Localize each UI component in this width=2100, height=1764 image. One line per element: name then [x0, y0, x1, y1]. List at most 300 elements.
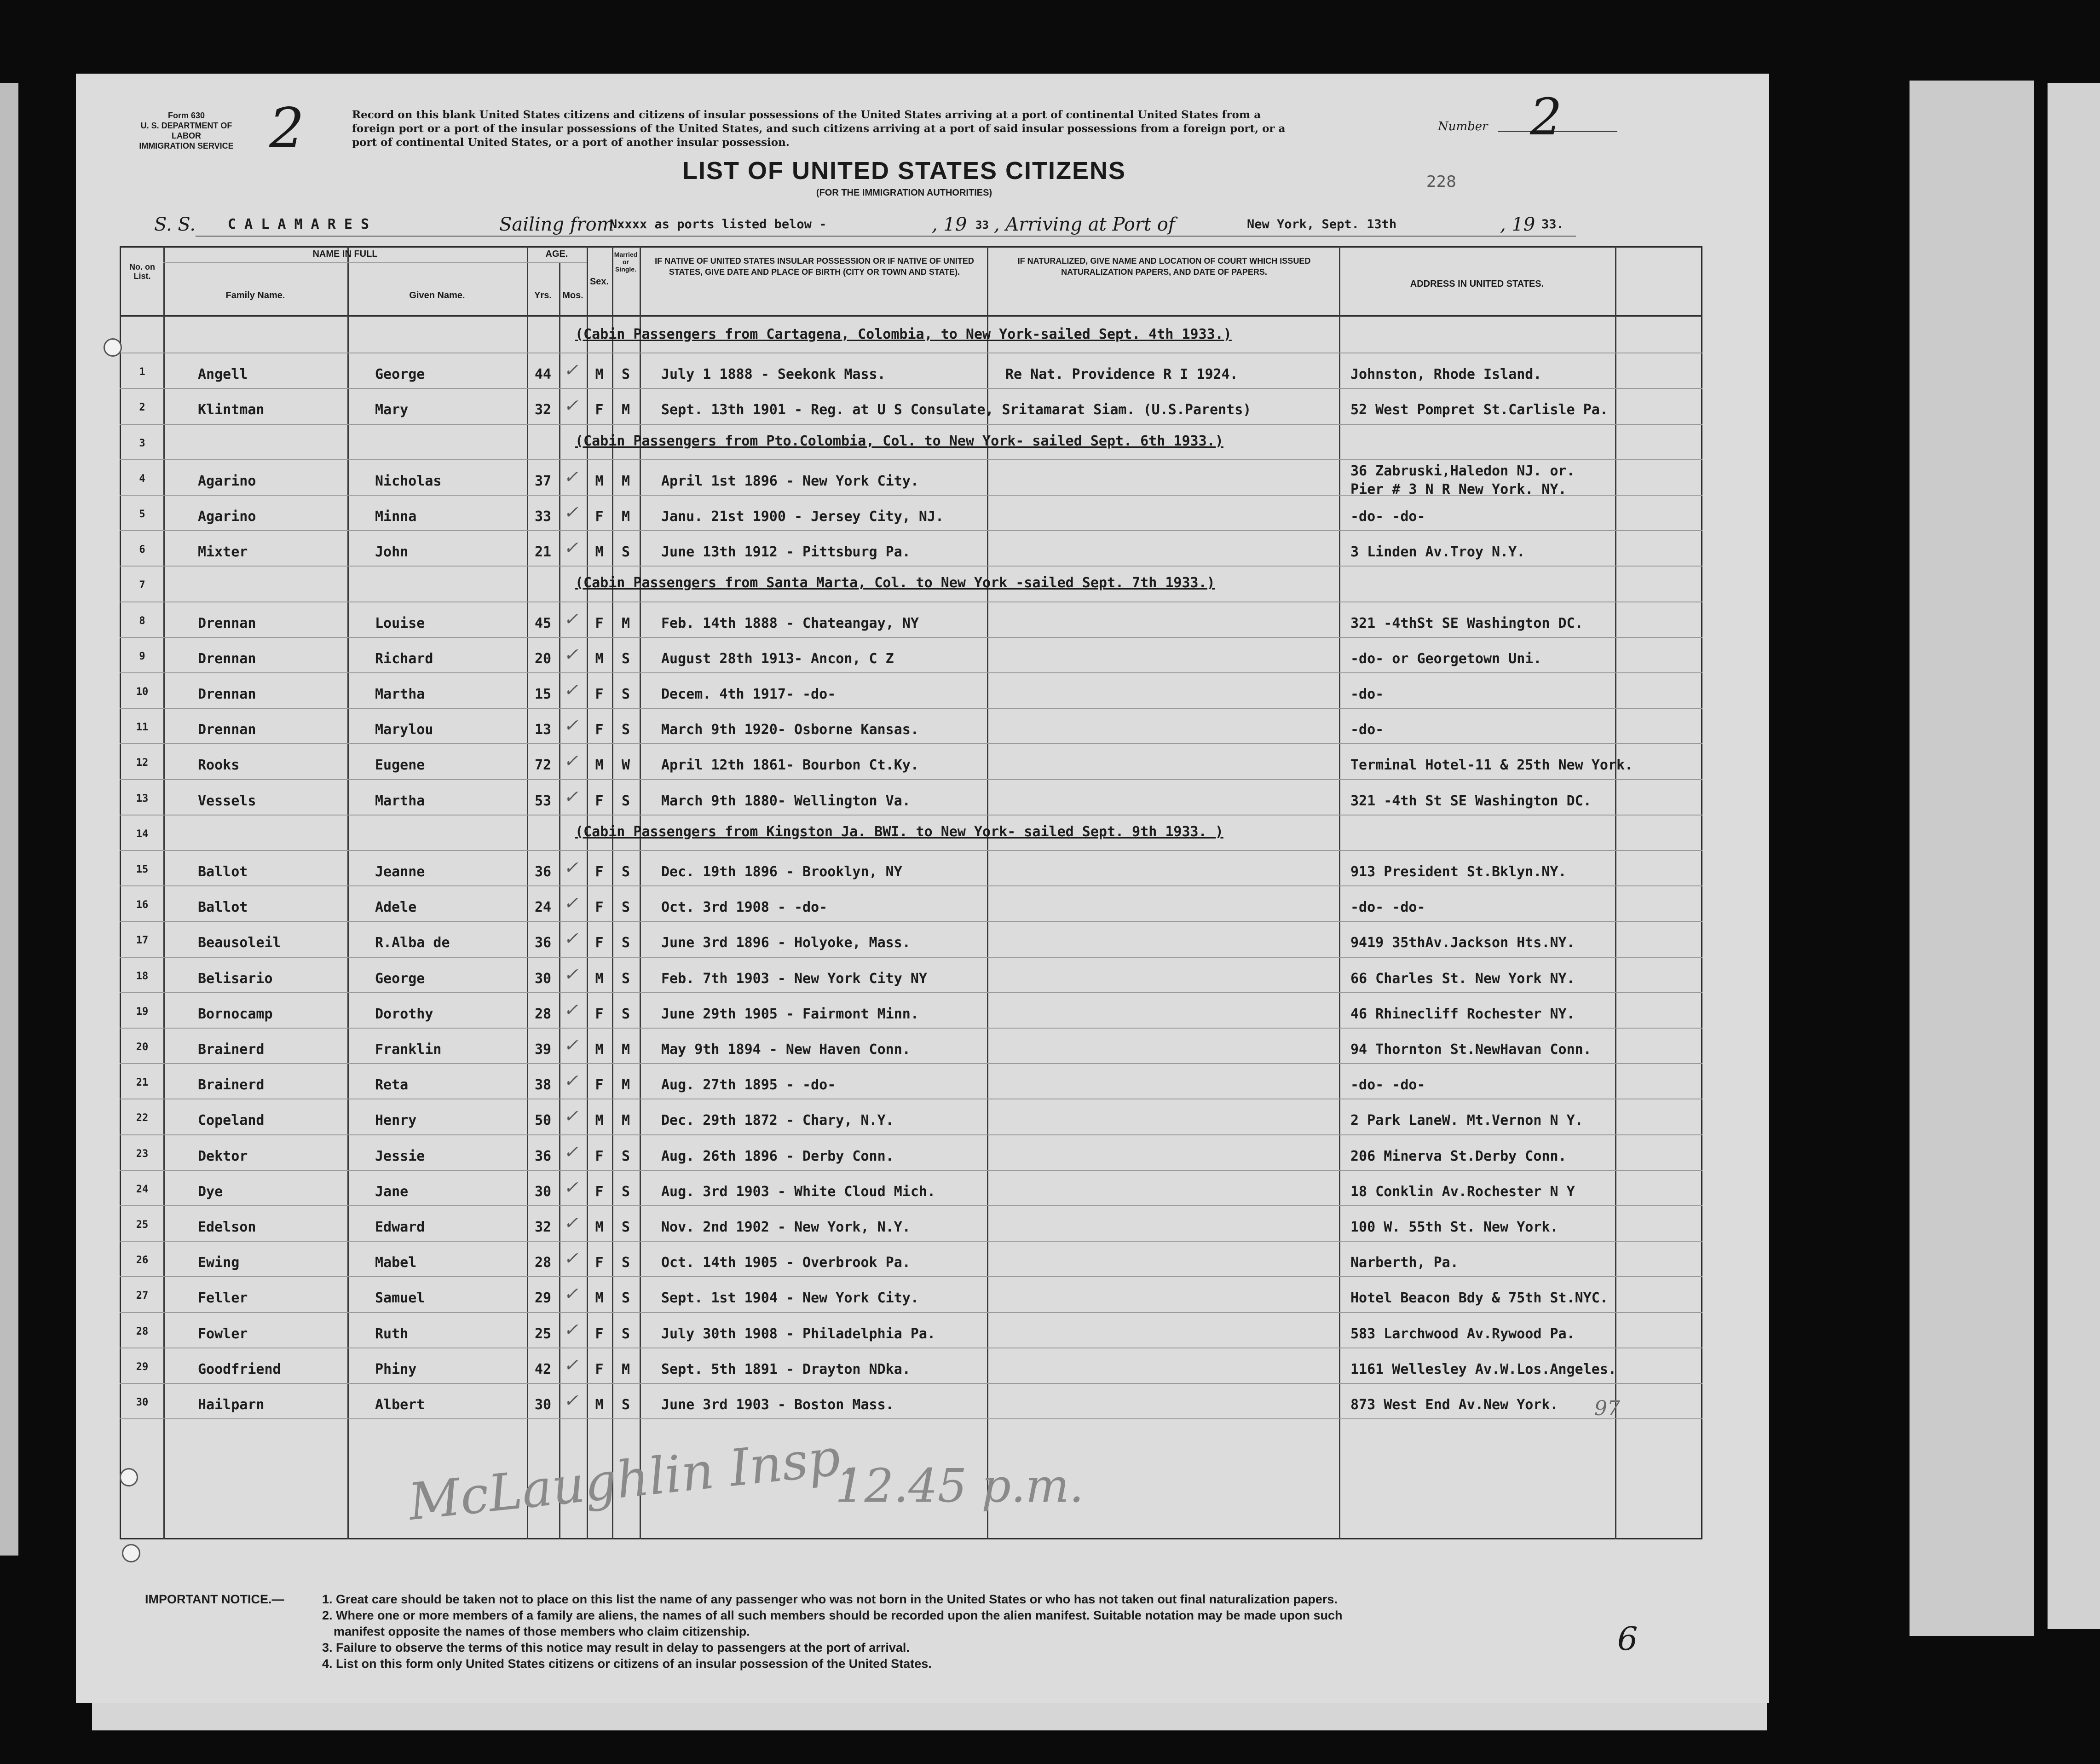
- cell-no: 20: [136, 1041, 149, 1053]
- cell-age: 20: [534, 650, 552, 667]
- cell-family: Bornocamp: [198, 1006, 273, 1022]
- cell-birth: June 3rd 1903 - Boston Mass.: [661, 1397, 894, 1413]
- col-header-no: No. on List.: [129, 262, 155, 281]
- cell-ms: S: [621, 686, 630, 702]
- notice-item-2: 2. Where one or more members of a family are aliens, the names of all such members should be recorded upon the alien manifest. Suitable notation may be made upon such: [322, 1608, 1343, 1622]
- cell-birth: Feb. 14th 1888 - Chateangay, NY: [661, 615, 919, 631]
- cell-age: 72: [534, 757, 552, 774]
- cell-birth: Feb. 7th 1903 - New York City NY: [661, 970, 927, 987]
- cell-ms: S: [621, 722, 630, 738]
- cell-age: 28: [534, 1006, 552, 1022]
- sailing-value: Nxxxx as ports listed below -: [610, 217, 827, 231]
- cell-ms: S: [621, 864, 630, 880]
- row-rule: [120, 566, 1702, 567]
- cell-family: Brainerd: [198, 1041, 265, 1058]
- cell-no: 5: [139, 509, 145, 520]
- check-mark: ✓: [564, 608, 578, 629]
- cell-given: Albert: [375, 1397, 425, 1413]
- punch-hole: [122, 1544, 140, 1562]
- cell-age: 53: [534, 792, 552, 809]
- row-rule: [120, 1276, 1702, 1277]
- row-rule: [120, 1241, 1702, 1242]
- cell-sex: F: [595, 722, 604, 738]
- cell-no: 1: [139, 366, 145, 378]
- cell-address: 321 -4th St SE Washington DC.: [1350, 792, 1592, 809]
- cell-given: Louise: [375, 615, 425, 631]
- check-mark: ✓: [564, 715, 578, 736]
- cell-birth: Aug. 27th 1895 - -do-: [661, 1077, 836, 1093]
- cell-given: Jessie: [375, 1148, 425, 1164]
- margin-number: 6: [1617, 1620, 1638, 1658]
- punch-hole: [120, 1468, 138, 1486]
- cell-ms: M: [621, 473, 630, 489]
- cell-given: Richard: [375, 650, 433, 667]
- cell-family: Dektor: [198, 1148, 248, 1164]
- cell-family: Hailparn: [198, 1397, 265, 1413]
- cell-family: Agarino: [198, 509, 256, 525]
- col-header-given-name: Given Name.: [409, 290, 465, 301]
- check-mark: ✓: [564, 999, 578, 1020]
- cell-given: Jane: [375, 1183, 409, 1200]
- check-mark: ✓: [564, 857, 578, 878]
- cell-ms: S: [621, 1397, 630, 1413]
- cell-no: 2: [139, 402, 145, 414]
- cell-ms: M: [621, 1112, 630, 1129]
- cell-address: Hotel Beacon Bdy & 75th St.NYC.: [1350, 1290, 1608, 1307]
- cell-age: 32: [534, 402, 552, 418]
- check-mark: ✓: [564, 395, 578, 416]
- cell-given: Jeanne: [375, 864, 425, 880]
- check-mark: ✓: [564, 1035, 578, 1055]
- cell-ms: S: [621, 1255, 630, 1271]
- cell-no: 10: [136, 686, 149, 698]
- cell-no: 25: [136, 1219, 149, 1231]
- cell-sex: M: [595, 1219, 604, 1235]
- row-rule: [120, 459, 1702, 460]
- cell-age: 38: [534, 1077, 552, 1093]
- cell-sex: M: [595, 1112, 604, 1129]
- cell-address: 52 West Pompret St.Carlisle Pa.: [1350, 402, 1608, 418]
- row-rule: [120, 992, 1702, 993]
- cell-given: Nicholas: [375, 473, 442, 489]
- row-rule: [120, 1205, 1702, 1206]
- cell-address: 100 W. 55th St. New York.: [1350, 1219, 1558, 1235]
- year2-label: , 19: [1500, 214, 1535, 235]
- col-header-address: ADDRESS IN UNITED STATES.: [1410, 279, 1544, 289]
- cell-sex: M: [595, 544, 604, 561]
- arriving-value: New York, Sept. 13th: [1247, 217, 1397, 231]
- cell-given: George: [375, 970, 425, 987]
- cell-birth: April 1st 1896 - New York City.: [661, 473, 919, 489]
- cell-birth: Oct. 3rd 1908 - -do-: [661, 899, 828, 916]
- cell-address: 46 Rhinecliff Rochester NY.: [1350, 1006, 1575, 1022]
- cell-address: 1161 Wellesley Av.W.Los.Angeles.: [1350, 1361, 1616, 1377]
- cell-sex: F: [595, 1077, 604, 1093]
- cell-sex: F: [595, 899, 604, 916]
- cell-no: 12: [136, 757, 149, 769]
- cell-age: 13: [534, 722, 552, 738]
- cell-address: 321 -4thSt SE Washington DC.: [1350, 615, 1583, 631]
- cell-ms: S: [621, 366, 630, 383]
- cell-no: 11: [136, 722, 149, 734]
- cell-ms: S: [621, 650, 630, 667]
- cell-no: 9: [139, 650, 145, 662]
- cell-sex: F: [595, 1361, 604, 1377]
- check-mark: ✓: [564, 1248, 578, 1269]
- check-mark: ✓: [564, 893, 578, 914]
- cell-ms: S: [621, 544, 630, 561]
- cell-age: 36: [534, 935, 552, 951]
- signature-time: 12.45 p.m.: [835, 1459, 1084, 1513]
- cell-age: 33: [534, 509, 552, 525]
- cell-address: Pier # 3 N R New York. NY.: [1350, 481, 1567, 497]
- cell-address: -do-: [1350, 722, 1384, 738]
- row-rule: [120, 743, 1702, 744]
- col-header-sex: Sex.: [589, 277, 609, 287]
- cell-ms: S: [621, 1183, 630, 1200]
- cell-birth: Dec. 29th 1872 - Chary, N.Y.: [661, 1112, 894, 1129]
- cell-ms: S: [621, 1325, 630, 1342]
- cell-ms: S: [621, 1006, 630, 1022]
- cell-family: Mixter: [198, 544, 248, 561]
- cell-address: 583 Larchwood Av.Rywood Pa.: [1350, 1325, 1575, 1342]
- cell-birth: Nov. 2nd 1902 - New York, N.Y.: [661, 1219, 911, 1235]
- row-rule: [120, 1063, 1702, 1064]
- check-mark: ✓: [564, 466, 578, 487]
- cell-family: Brainerd: [198, 1077, 265, 1093]
- cell-no: 30: [136, 1397, 149, 1408]
- year1-label: , 19: [932, 214, 967, 235]
- cell-sex: M: [595, 1041, 604, 1058]
- cell-no: 7: [139, 579, 145, 591]
- cell-no: 21: [136, 1077, 149, 1089]
- cell-given: Eugene: [375, 757, 425, 774]
- inspector-signature: McLaughlin Insp.: [405, 1426, 859, 1532]
- row-rule: [120, 601, 1702, 602]
- cell-address: 94 Thornton St.NewHavan Conn.: [1350, 1041, 1592, 1058]
- cell-no: 6: [139, 544, 145, 556]
- cell-birth: June 13th 1912 - Pittsburg Pa.: [661, 544, 911, 561]
- cell-no: 14: [136, 828, 149, 840]
- col-header-name-in-full: NAME IN FULL: [312, 249, 378, 259]
- cell-sex: F: [595, 1325, 604, 1342]
- cell-ms: M: [621, 1077, 630, 1093]
- cell-age: 36: [534, 864, 552, 880]
- cell-family: Drennan: [198, 722, 256, 738]
- cell-family: Klintman: [198, 402, 265, 418]
- cell-sex: M: [595, 473, 604, 489]
- cell-given: George: [375, 366, 425, 383]
- check-mark: ✓: [564, 1070, 578, 1091]
- department-label: U. S. DEPARTMENT OF LABOR: [140, 121, 232, 140]
- cell-sex: F: [595, 1183, 604, 1200]
- row-rule: [120, 708, 1702, 709]
- cell-address: 36 Zabruski,Haledon NJ. or.: [1350, 463, 1575, 479]
- cell-sex: M: [595, 970, 604, 987]
- notice-item-2-cont: manifest opposite the names of those members who claim citizenship.: [334, 1625, 750, 1638]
- cell-sex: F: [595, 1255, 604, 1271]
- section-heading: (Cabin Passengers from Santa Marta, Col. to New York -sailed Sept. 7th 1933.): [575, 575, 1215, 591]
- notice-item-1: 1. Great care should be taken not to place on this list the name of any passenger who was not born in the United States or who has not taken out final naturalization papers.: [322, 1592, 1338, 1606]
- check-mark: ✓: [564, 1213, 578, 1233]
- row-rule: [120, 850, 1702, 851]
- check-mark: ✓: [564, 680, 578, 700]
- notice-item-3: 3. Failure to observe the terms of this notice may result in delay to passengers at the port of arrival.: [322, 1641, 910, 1654]
- cell-ms: M: [621, 402, 630, 418]
- cell-sex: M: [595, 757, 604, 774]
- cell-family: Ballot: [198, 899, 248, 916]
- cell-family: Drennan: [198, 615, 256, 631]
- cell-age: 24: [534, 899, 552, 916]
- cell-sex: M: [595, 650, 604, 667]
- cell-ms: M: [621, 509, 630, 525]
- page-number: 228: [1426, 173, 1456, 191]
- cell-family: Dye: [198, 1183, 223, 1200]
- check-mark: ✓: [564, 644, 578, 665]
- row-rule: [120, 672, 1702, 673]
- cell-birth: Aug. 3rd 1903 - White Cloud Mich.: [661, 1183, 936, 1200]
- cell-sex: F: [595, 509, 604, 525]
- cell-sex: F: [595, 1148, 604, 1164]
- cell-no: 16: [136, 899, 149, 911]
- cell-family: Goodfriend: [198, 1361, 281, 1377]
- manifest-page: [76, 74, 1769, 1703]
- manifest-rows: [76, 74, 1769, 1546]
- cell-address: Narberth, Pa.: [1350, 1255, 1459, 1271]
- cell-age: 15: [534, 686, 552, 702]
- year1-value: 33: [975, 219, 989, 231]
- col-header-married: Married or Single.: [614, 251, 638, 273]
- cell-address: 873 West End Av.New York.: [1350, 1397, 1558, 1413]
- cell-family: Angell: [198, 366, 248, 383]
- col-header-mos: Mos.: [562, 290, 583, 301]
- cell-age: 39: [534, 1041, 552, 1058]
- cell-no: 27: [136, 1290, 149, 1302]
- ss-label: S. S.: [154, 214, 196, 235]
- cell-birth: Aug. 26th 1896 - Derby Conn.: [661, 1148, 894, 1164]
- col-header-age: AGE.: [545, 249, 568, 259]
- sailing-label: Sailing from: [499, 214, 614, 235]
- cell-sex: M: [595, 366, 604, 383]
- cell-address: 3 Linden Av.Troy N.Y.: [1350, 544, 1525, 561]
- cell-birth: Decem. 4th 1917- -do-: [661, 686, 836, 702]
- row-rule: [120, 779, 1702, 780]
- cell-given: Edward: [375, 1219, 425, 1235]
- cell-no: 3: [139, 437, 145, 449]
- cell-age: 30: [534, 970, 552, 987]
- cell-sex: M: [595, 1397, 604, 1413]
- cell-address: 206 Minerva St.Derby Conn.: [1350, 1148, 1567, 1164]
- cell-birth: Sept. 5th 1891 - Drayton NDka.: [661, 1361, 911, 1377]
- notice-heading: IMPORTANT NOTICE.—: [145, 1592, 284, 1606]
- handwritten-list-number: 2: [269, 97, 305, 161]
- cell-ms: S: [621, 1219, 630, 1235]
- cell-age: 36: [534, 1148, 552, 1164]
- section-heading: (Cabin Passengers from Kingston Ja. BWI. to New York- sailed Sept. 9th 1933. ): [575, 823, 1223, 840]
- cell-family: Ewing: [198, 1255, 240, 1271]
- cell-no: 26: [136, 1255, 149, 1267]
- row-rule: [120, 885, 1702, 886]
- cell-given: Marylou: [375, 722, 433, 738]
- cell-family: Vessels: [198, 792, 256, 809]
- cell-given: Adele: [375, 899, 417, 916]
- row-rule: [120, 1383, 1702, 1384]
- check-mark: ✓: [564, 964, 578, 984]
- cell-birth: July 30th 1908 - Philadelphia Pa.: [661, 1325, 936, 1342]
- row-rule: [120, 1134, 1702, 1135]
- cell-ms: M: [621, 615, 630, 631]
- check-mark: ✓: [564, 1319, 578, 1340]
- cell-given: Franklin: [375, 1041, 442, 1058]
- col-header-yrs: Yrs.: [534, 290, 552, 301]
- cell-no: 15: [136, 864, 149, 875]
- service-label: IMMIGRATION SERVICE: [139, 141, 234, 150]
- cell-family: Belisario: [198, 970, 273, 987]
- check-mark: ✓: [564, 360, 578, 381]
- cell-no: 18: [136, 970, 149, 982]
- col-header-family-name: Family Name.: [225, 290, 285, 301]
- cell-age: 50: [534, 1112, 552, 1129]
- cell-birth: June 29th 1905 - Fairmont Minn.: [661, 1006, 919, 1022]
- form-number: Form 630: [167, 111, 205, 120]
- col-header-naturalized: IF NATURALIZED, GIVE NAME AND LOCATION OF COURT WHICH ISSUED NATURALIZATION PAPERS, AND DATE OF PAPERS.: [1017, 256, 1311, 277]
- cell-family: Feller: [198, 1290, 248, 1307]
- page-subtitle: (FOR THE IMMIGRATION AUTHORITIES): [816, 188, 992, 198]
- cell-sex: F: [595, 402, 604, 418]
- number-value: 2: [1530, 87, 1562, 146]
- cell-given: Mary: [375, 402, 409, 418]
- cell-no: 13: [136, 792, 149, 804]
- cell-family: Agarino: [198, 473, 256, 489]
- cell-address: Johnston, Rhode Island.: [1350, 366, 1542, 383]
- cell-age: 44: [534, 366, 552, 383]
- cell-sex: F: [595, 686, 604, 702]
- cell-age: 30: [534, 1183, 552, 1200]
- row-rule: [120, 921, 1702, 922]
- check-mark: ✓: [564, 1390, 578, 1411]
- cell-family: Ballot: [198, 864, 248, 880]
- page-title: LIST OF UNITED STATES CITIZENS: [682, 157, 1126, 185]
- cell-given: R.Alba de: [375, 935, 450, 951]
- cell-age: 45: [534, 615, 552, 631]
- year2-value: 33.: [1541, 217, 1564, 231]
- cell-no: 29: [136, 1361, 149, 1373]
- cell-family: Copeland: [198, 1112, 265, 1129]
- check-mark: ✓: [564, 1177, 578, 1197]
- cell-sex: F: [595, 935, 604, 951]
- ship-name: C A L A M A R E S: [228, 216, 369, 232]
- cell-age: 37: [534, 473, 552, 489]
- cell-no: 23: [136, 1148, 149, 1160]
- cell-sex: M: [595, 1290, 604, 1307]
- cell-address: 9419 35thAv.Jackson Hts.NY.: [1350, 935, 1575, 951]
- adjacent-sheet: [1910, 81, 2034, 1636]
- cell-address: -do- or Georgetown Uni.: [1350, 650, 1542, 667]
- cell-address: 2 Park LaneW. Mt.Vernon N Y.: [1350, 1112, 1583, 1129]
- cell-family: Drennan: [198, 686, 256, 702]
- left-page-edge: [0, 83, 18, 1556]
- cell-given: Reta: [375, 1077, 409, 1093]
- cell-age: 30: [534, 1397, 552, 1413]
- check-mark: ✓: [564, 1141, 578, 1162]
- cell-given: Henry: [375, 1112, 417, 1129]
- cell-ms: S: [621, 1290, 630, 1307]
- cell-address: -do- -do-: [1350, 509, 1425, 525]
- cell-given: Dorothy: [375, 1006, 433, 1022]
- cell-ms: S: [621, 792, 630, 809]
- cell-birth: July 1 1888 - Seekonk Mass.: [661, 366, 886, 383]
- cell-nat: Re Nat. Providence R I 1924.: [1005, 366, 1238, 383]
- cell-family: Fowler: [198, 1325, 248, 1342]
- cell-family: Drennan: [198, 650, 256, 667]
- notice-item-4: 4. List on this form only United States citizens or citizens of an insular possession of the United States.: [322, 1657, 932, 1671]
- cell-age: 42: [534, 1361, 552, 1377]
- cell-birth: Sept. 13th 1901 - Reg. at U S Consulate, Sritamarat Siam. (U.S.Parents): [661, 402, 1252, 418]
- cell-age: 29: [534, 1290, 552, 1307]
- check-mark: ✓: [564, 1106, 578, 1127]
- row-rule: [120, 1418, 1702, 1419]
- cell-family: Rooks: [198, 757, 240, 774]
- cell-ms: M: [621, 1361, 630, 1377]
- cell-no: 17: [136, 935, 149, 947]
- row-rule: [120, 1028, 1702, 1029]
- cell-age: 28: [534, 1255, 552, 1271]
- cell-age: 32: [534, 1219, 552, 1235]
- row-rule: [120, 1170, 1702, 1171]
- cell-birth: Oct. 14th 1905 - Overbrook Pa.: [661, 1255, 911, 1271]
- check-mark: ✓: [564, 751, 578, 771]
- cell-sex: F: [595, 792, 604, 809]
- cell-given: Martha: [375, 792, 425, 809]
- cell-birth: March 9th 1880- Wellington Va.: [661, 792, 911, 809]
- cell-birth: April 12th 1861- Bourbon Ct.Ky.: [661, 757, 919, 774]
- section-heading: (Cabin Passengers from Pto.Colombia, Col. to New York- sailed Sept. 6th 1933.): [575, 433, 1223, 449]
- cell-birth: Sept. 1st 1904 - New York City.: [661, 1290, 919, 1307]
- instruction-text: Record on this blank United States citizens and citizens of insular possessions of the United States arriving at a port of continental United States from a foreign port or a port of the insular possessions of the United States, and such citizens arriving at a port of said insular possessions from a foreign port, or a port of continental United States, or a port of another insular possession.: [352, 109, 1286, 149]
- row-rule: [120, 388, 1702, 389]
- check-mark: ✓: [564, 502, 578, 522]
- section-heading: (Cabin Passengers from Cartagena, Colombia, to New York-sailed Sept. 4th 1933.): [575, 326, 1232, 342]
- cell-given: Minna: [375, 509, 417, 525]
- cell-ms: S: [621, 1148, 630, 1164]
- adjacent-sheet-far: [2048, 83, 2100, 1629]
- cell-birth: Janu. 21st 1900 - Jersey City, NJ.: [661, 509, 944, 525]
- cell-address: -do- -do-: [1350, 1077, 1425, 1093]
- cell-ms: S: [621, 899, 630, 916]
- cell-no: 19: [136, 1006, 149, 1018]
- cell-age: 25: [534, 1325, 552, 1342]
- row-rule: [120, 957, 1702, 958]
- check-mark: ✓: [564, 786, 578, 807]
- check-mark: ✓: [564, 538, 578, 558]
- cell-sex: F: [595, 864, 604, 880]
- cell-given: Phiny: [375, 1361, 417, 1377]
- row-rule: [120, 1312, 1702, 1313]
- cell-ms: M: [621, 1041, 630, 1058]
- cell-no: 4: [139, 473, 145, 485]
- cell-address: -do- -do-: [1350, 899, 1425, 916]
- check-mark: ✓: [564, 928, 578, 949]
- cell-address: 913 President St.Bklyn.NY.: [1350, 864, 1567, 880]
- col-header-birth: IF NATIVE OF UNITED STATES INSULAR POSSESSION OR IF NATIVE OF UNITED STATES, GIVE DATE AND PLACE OF BIRTH (CITY OR TOWN AND STATE).: [655, 256, 974, 277]
- check-mark: ✓: [564, 1284, 578, 1304]
- cell-birth: June 3rd 1896 - Holyoke, Mass.: [661, 935, 911, 951]
- cell-given: Samuel: [375, 1290, 425, 1307]
- margin-mark: 97: [1594, 1397, 1620, 1420]
- cell-address: 66 Charles St. New York NY.: [1350, 970, 1575, 987]
- cell-given: John: [375, 544, 409, 561]
- cell-birth: Dec. 19th 1896 - Brooklyn, NY: [661, 864, 902, 880]
